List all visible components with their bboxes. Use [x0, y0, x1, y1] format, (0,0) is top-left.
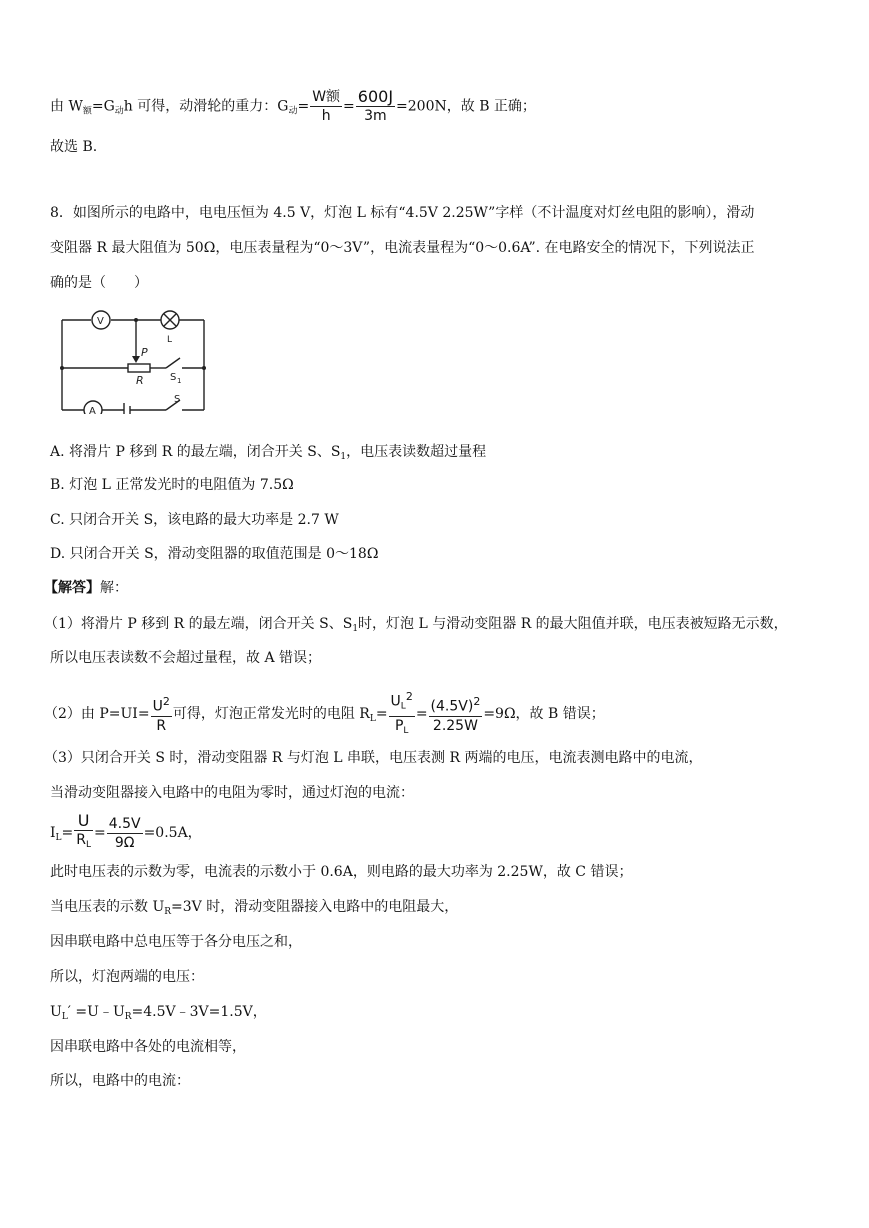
switch-s1-sub: 1 [177, 377, 182, 385]
question-line-3: 确的是（ ） [50, 275, 148, 291]
text: （1）将滑片 P 移到 R 的最左端，闭合开关 S、S [44, 616, 353, 632]
subscript: R [164, 907, 172, 917]
superscript: 2 [405, 690, 413, 703]
text: ，电压表读数超过量程 [346, 444, 487, 460]
slider-label: P [141, 346, 148, 359]
voltmeter-label: V [97, 316, 104, 327]
prev-solution-line-1 [50, 88, 536, 125]
subscript: 动 [114, 106, 124, 117]
answer-p3-line-2: 当滑动变阻器接入电路中的电阻为零时，通过灯泡的电流： [50, 785, 414, 801]
circuit-diagram [58, 306, 210, 414]
question-line-1: 8．如图所示的电路中，电电压恒为 4.5 V，灯泡 L 标有“4.5V 2.25W”字样（不计温度对灯丝电阻的影响），滑动 [50, 205, 755, 221]
text: =3V 时，滑动变阻器接入电路中的电阻最大， [171, 899, 459, 915]
lamp-label: L [167, 335, 173, 345]
text: R [76, 832, 86, 848]
answer-p3-line-1: （3）只闭合开关 S 时，滑动变阻器 R 与灯泡 L 串联，电压表测 R 两端的电压，电流表测电路中的电流， [44, 750, 703, 766]
subscript: 额 [82, 106, 92, 117]
text: = [61, 825, 74, 841]
answer-p1-line-2: 所以电压表读数不会超过量程，故 A 错误； [50, 650, 322, 666]
subscript: 动 [288, 106, 298, 117]
fraction-u2-over-r [151, 693, 172, 735]
fraction-w-over-h [310, 88, 342, 125]
superscript: 2 [162, 695, 170, 708]
text: 由 W [50, 98, 83, 115]
answer-p3-line-6: 因串联电路中总电压等于各分电压之和， [50, 934, 302, 950]
text: P [394, 717, 404, 734]
option-d: D. 只闭合开关 S，滑动变阻器的取值范围是 0～18Ω [50, 546, 379, 562]
fraction-4-5v-sq-over-2-25w [429, 693, 483, 735]
text: ′ =U﹣U [67, 1004, 125, 1020]
subscript: 1 [340, 452, 347, 462]
subscript: L [400, 701, 406, 712]
text: A. 将滑片 P 移到 R 的最左端，闭合开关 S、S [50, 444, 341, 460]
text: U [152, 698, 163, 715]
prev-solution-line-2: 故选 B. [50, 139, 98, 155]
fraction-4-5v-over-9ohm [107, 815, 143, 852]
numerator: W额 [312, 89, 341, 105]
subscript: L [403, 725, 409, 736]
denominator: R [156, 717, 167, 734]
text: =200N，故 B 正确； [396, 98, 536, 115]
option-b: B. 灯泡 L 正常发光时的电阻值为 7.5Ω [50, 477, 294, 493]
denominator: 2.25W [432, 717, 478, 734]
fraction-600j-over-3m [356, 88, 395, 125]
text: =9Ω，故 B 错误； [483, 705, 605, 722]
answer-p2 [44, 688, 605, 740]
answer-p3-line-7: 所以，灯泡两端的电压： [50, 969, 204, 985]
rheostat-label: R [136, 374, 144, 387]
text: I [50, 825, 56, 841]
subscript: L [85, 840, 91, 850]
text: = [415, 705, 428, 722]
answer-p3-line-9: 因串联电路中各处的电流相等， [50, 1039, 246, 1055]
answer-p1-line-1 [44, 614, 788, 639]
subscript: L [55, 833, 62, 843]
text: U [50, 1004, 62, 1020]
text: = [375, 705, 388, 722]
numerator [389, 688, 415, 717]
subscript: 1 [352, 624, 359, 634]
denominator: 9Ω [114, 834, 135, 851]
denominator [74, 831, 93, 854]
denominator [389, 717, 415, 740]
text: = [343, 98, 355, 115]
text: 当电压表的示数 U [50, 899, 165, 915]
text: 解： [100, 580, 128, 596]
superscript: 2 [473, 695, 481, 708]
text: = [297, 98, 310, 115]
numerator [429, 693, 483, 717]
answer-heading [44, 578, 128, 598]
answer-p3-line-10: 所以，电路中的电流： [50, 1073, 190, 1089]
denominator: 3m [364, 108, 387, 124]
subscript: L [369, 713, 376, 724]
slider-arrow-icon [132, 356, 140, 363]
numerator: 4.5V [108, 815, 141, 832]
subscript: R [124, 1012, 132, 1022]
option-a [50, 442, 486, 467]
text: h 可得，动滑轮的重力：G [123, 98, 289, 115]
text: (4.5V) [430, 698, 474, 715]
text: =4.5V﹣3V=1.5V， [131, 1004, 267, 1020]
heading-label: 【解答】 [44, 580, 100, 596]
text: （2）由 P=UI= [44, 705, 150, 722]
numerator: 600J [357, 87, 394, 106]
switch-s1-label: S [170, 372, 177, 383]
switch-s-label: S [174, 394, 181, 405]
denominator: h [321, 108, 331, 124]
fraction-ul2-over-pl [389, 688, 415, 740]
text: 时，灯泡 L 与滑动变阻器 R 的最大阻值并联，电压表被短路无示数， [358, 616, 788, 632]
numerator [151, 693, 172, 717]
answer-p3-line-3 [50, 812, 202, 858]
answer-p3-line-8 [50, 1002, 267, 1027]
numerator: U [74, 812, 93, 831]
subscript: L [61, 1012, 68, 1022]
fraction-u-over-rl [74, 812, 93, 854]
option-c: C. 只闭合开关 S，该电路的最大功率是 2.7 W [50, 512, 339, 528]
text: =G [91, 98, 115, 115]
text: 可得，灯泡正常发光时的电阻 R [172, 705, 370, 722]
question-line-2: 变阻器 R 最大阻值为 50Ω，电压表量程为“0～3V”，电流表量程为“0～0.6A”. 在电路安全的情况下，下列说法正 [50, 240, 755, 256]
text: U [390, 693, 401, 710]
answer-p3-line-4: 此时电压表的示数为零，电流表的示数小于 0.6A，则电路的最大功率为 2.25W，故 C 错误； [50, 864, 633, 880]
text: =0.5A， [143, 825, 202, 841]
text: = [94, 825, 106, 841]
answer-p3-line-5 [50, 897, 458, 922]
ammeter-label: A [89, 406, 96, 414]
